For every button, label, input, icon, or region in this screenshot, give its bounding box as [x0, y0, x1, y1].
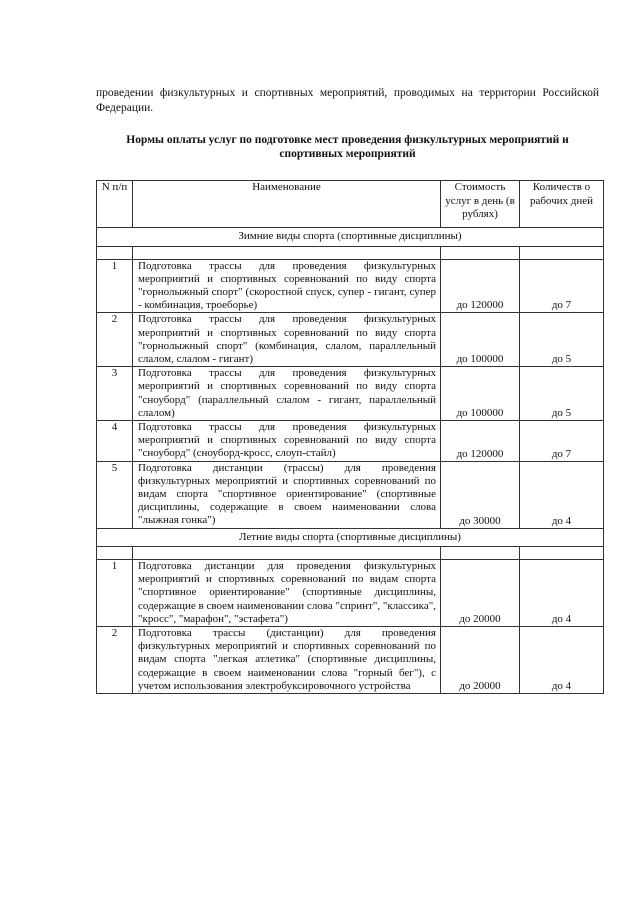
table-header-row [97, 181, 604, 228]
row-days: до 5 [520, 367, 604, 421]
table-row [97, 367, 604, 421]
row-cost: до 120000 [441, 420, 520, 461]
row-days: до 4 [520, 461, 604, 528]
section-winter-title: Зимние виды спорта (спортивные дисциплины) [97, 228, 604, 247]
row-cost: до 100000 [441, 313, 520, 367]
row-num: 1 [97, 259, 133, 313]
row-cost: до 120000 [441, 259, 520, 313]
section-summer-title: Летние виды спорта (спортивные дисциплины) [97, 528, 604, 547]
row-days: до 7 [520, 259, 604, 313]
norms-table [96, 180, 604, 694]
row-num: 3 [97, 367, 133, 421]
row-days: до 5 [520, 313, 604, 367]
row-name: Подготовка дистанции (трассы) для проведения физкультурных мероприятий и спортивных соревнований по видам спорта "спортивное ориентирование" (спортивные дисциплины, содержащие в своем наименовании слова "лыжная гонка") [133, 461, 441, 528]
row-name: Подготовка трассы для проведения физкультурных мероприятий и спортивных соревнований по виду спорта "сноуборд" (параллельный слалом - гигант, параллельный слалом) [133, 367, 441, 421]
header-days: Количеств о рабочих дней [520, 181, 604, 228]
row-days: до 4 [520, 560, 604, 627]
row-days: до 7 [520, 420, 604, 461]
intro-paragraph: проведении физкультурных и спортивных мероприятий, проводимых на территории Российской Федерации. [96, 87, 599, 114]
row-days: до 4 [520, 627, 604, 694]
row-num: 1 [97, 560, 133, 627]
row-num: 4 [97, 420, 133, 461]
document-title: Нормы оплаты услуг по подготовке мест проведения физкультурных мероприятий и спортивных мероприятий [126, 134, 569, 160]
header-cost: Стоимость услуг в день (в рублях) [441, 181, 520, 228]
row-name: Подготовка трассы для проведения физкультурных мероприятий и спортивных соревнований по виду спорта "горнолыжный спорт" (скоростной спуск, супер - гигант, супер - комбинация, троеборье) [133, 259, 441, 313]
row-num: 2 [97, 313, 133, 367]
spacer-row [97, 547, 604, 560]
table-row [97, 420, 604, 461]
spacer-row [97, 246, 604, 259]
row-cost: до 20000 [441, 560, 520, 627]
table-row [97, 560, 604, 627]
row-cost: до 30000 [441, 461, 520, 528]
header-num: N п/п [97, 181, 133, 228]
row-cost: до 20000 [441, 627, 520, 694]
row-num: 5 [97, 461, 133, 528]
row-num: 2 [97, 627, 133, 694]
section-winter [97, 228, 604, 247]
header-name: Наименование [133, 181, 441, 228]
table-row [97, 259, 604, 313]
table-row [97, 313, 604, 367]
table-row [97, 461, 604, 528]
row-name: Подготовка трассы (дистанции) для проведения физкультурных мероприятий и спортивных соревнований по видам спорта "легкая атлетика" (спортивные дисциплины, содержащие в своем наименовании слова "горный бег"), с учетом использования электробуксировочного устройства [133, 627, 441, 694]
table-row [97, 627, 604, 694]
row-cost: до 100000 [441, 367, 520, 421]
section-summer [97, 528, 604, 547]
row-name: Подготовка дистанции для проведения физкультурных мероприятий и спортивных соревнований по видам спорта "спортивное ориентирование" (спортивные дисциплины, содержащие в своем наименовании слова "спринт", "классика", "кросс", "марафон", "эстафета") [133, 560, 441, 627]
row-name: Подготовка трассы для проведения физкультурных мероприятий и спортивных соревнований по виду спорта "горнолыжный спорт" (комбинация, слалом, параллельный слалом, слалом - гигант) [133, 313, 441, 367]
row-name: Подготовка трассы для проведения физкультурных мероприятий и спортивных соревнований по виду спорта "сноуборд" (сноуборд-кросс, слоуп-стайл) [133, 420, 441, 461]
